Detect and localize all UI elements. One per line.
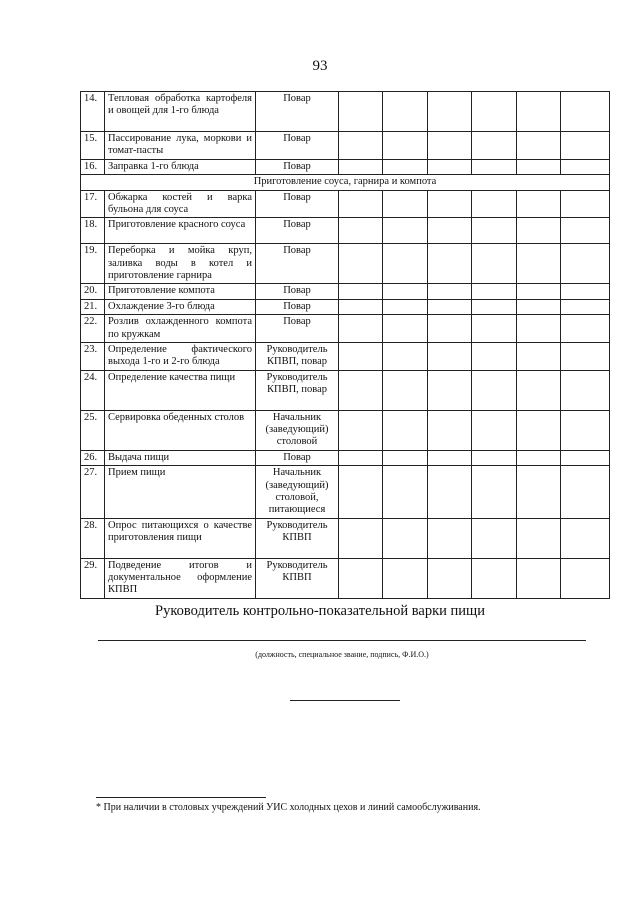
operation-cell: Определение фактического выхода 1-го и 2-го блюда	[105, 342, 256, 370]
operations-table	[80, 91, 610, 599]
empty-cell	[428, 466, 472, 519]
divider-line	[290, 700, 400, 701]
empty-cell	[428, 132, 472, 160]
empty-cell	[383, 284, 428, 299]
table-row	[81, 159, 610, 174]
empty-cell	[561, 132, 610, 160]
empty-cell	[561, 466, 610, 519]
empty-cell	[428, 159, 472, 174]
operation-cell: Прием пищи	[105, 466, 256, 519]
empty-cell	[561, 244, 610, 284]
row-number: 28.	[81, 518, 105, 558]
responsible-cell: Повар	[256, 284, 339, 299]
empty-cell	[428, 558, 472, 598]
empty-cell	[517, 342, 561, 370]
operation-cell: Обжарка костей и варка бульона для соуса	[105, 190, 256, 218]
responsible-cell: Повар	[256, 218, 339, 244]
responsible-cell: Повар	[256, 244, 339, 284]
operation-cell: Определение качества пищи	[105, 370, 256, 410]
responsible-cell: Руководитель КПВП	[256, 518, 339, 558]
empty-cell	[472, 315, 517, 343]
responsible-cell: Повар	[256, 159, 339, 174]
empty-cell	[383, 450, 428, 465]
empty-cell	[383, 159, 428, 174]
row-number: 16.	[81, 159, 105, 174]
responsible-cell: Руководитель КПВП	[256, 558, 339, 598]
empty-cell	[472, 518, 517, 558]
table-row	[81, 299, 610, 314]
empty-cell	[428, 315, 472, 343]
table-row	[81, 466, 610, 519]
responsible-cell: Начальник (заведующий) столовой	[256, 410, 339, 450]
empty-cell	[561, 342, 610, 370]
operation-cell: Подведение итогов и документальное оформление КПВП	[105, 558, 256, 598]
responsible-cell: Руководитель КПВП, повар	[256, 342, 339, 370]
empty-cell	[472, 132, 517, 160]
empty-cell	[383, 132, 428, 160]
empty-cell	[472, 466, 517, 519]
row-number: 21.	[81, 299, 105, 314]
empty-cell	[561, 190, 610, 218]
responsible-cell: Руководитель КПВП, повар	[256, 370, 339, 410]
empty-cell	[472, 218, 517, 244]
empty-cell	[472, 159, 517, 174]
table-row	[81, 92, 610, 132]
empty-cell	[383, 190, 428, 218]
empty-cell	[517, 159, 561, 174]
empty-cell	[472, 370, 517, 410]
row-number: 14.	[81, 92, 105, 132]
empty-cell	[561, 92, 610, 132]
operation-cell: Сервировка обеденных столов	[105, 410, 256, 450]
empty-cell	[561, 299, 610, 314]
empty-cell	[561, 518, 610, 558]
responsible-cell: Повар	[256, 299, 339, 314]
empty-cell	[383, 244, 428, 284]
empty-cell	[339, 342, 383, 370]
empty-cell	[517, 299, 561, 314]
empty-cell	[517, 466, 561, 519]
empty-cell	[561, 159, 610, 174]
empty-cell	[517, 518, 561, 558]
empty-cell	[472, 450, 517, 465]
empty-cell	[472, 92, 517, 132]
row-number: 27.	[81, 466, 105, 519]
table-row	[81, 244, 610, 284]
empty-cell	[383, 92, 428, 132]
operation-cell: Переборка и мойка круп, заливка воды в котел и приготовление гарнира	[105, 244, 256, 284]
empty-cell	[472, 410, 517, 450]
empty-cell	[339, 284, 383, 299]
page-number: 93	[312, 58, 328, 74]
operation-cell: Пассирование лука, моркови и томат-пасты	[105, 132, 256, 160]
empty-cell	[428, 450, 472, 465]
signature-caption: (должность, специальное звание, подпись, Ф.И.О.)	[255, 650, 429, 659]
empty-cell	[472, 299, 517, 314]
empty-cell	[517, 244, 561, 284]
empty-cell	[428, 92, 472, 132]
row-number: 25.	[81, 410, 105, 450]
empty-cell	[517, 132, 561, 160]
row-number: 19.	[81, 244, 105, 284]
empty-cell	[339, 299, 383, 314]
empty-cell	[339, 132, 383, 160]
section-row	[81, 175, 610, 190]
table-row	[81, 518, 610, 558]
empty-cell	[383, 315, 428, 343]
empty-cell	[383, 410, 428, 450]
empty-cell	[472, 342, 517, 370]
empty-cell	[383, 218, 428, 244]
empty-cell	[339, 370, 383, 410]
row-number: 17.	[81, 190, 105, 218]
table-row	[81, 218, 610, 244]
empty-cell	[339, 244, 383, 284]
row-number: 23.	[81, 342, 105, 370]
empty-cell	[339, 218, 383, 244]
row-number: 18.	[81, 218, 105, 244]
empty-cell	[561, 410, 610, 450]
empty-cell	[339, 315, 383, 343]
empty-cell	[517, 218, 561, 244]
table-row	[81, 342, 610, 370]
empty-cell	[561, 315, 610, 343]
empty-cell	[561, 450, 610, 465]
row-number: 20.	[81, 284, 105, 299]
empty-cell	[339, 558, 383, 598]
row-number: 22.	[81, 315, 105, 343]
empty-cell	[428, 370, 472, 410]
table-row	[81, 370, 610, 410]
responsible-cell: Повар	[256, 92, 339, 132]
table-row	[81, 450, 610, 465]
empty-cell	[339, 92, 383, 132]
operation-cell: Приготовление компота	[105, 284, 256, 299]
operation-cell: Приготовление красного соуса	[105, 218, 256, 244]
empty-cell	[428, 284, 472, 299]
row-number: 24.	[81, 370, 105, 410]
empty-cell	[517, 410, 561, 450]
empty-cell	[383, 299, 428, 314]
signature-line	[98, 640, 586, 641]
table-row	[81, 132, 610, 160]
empty-cell	[339, 190, 383, 218]
empty-cell	[517, 370, 561, 410]
empty-cell	[472, 558, 517, 598]
empty-cell	[428, 410, 472, 450]
empty-cell	[339, 518, 383, 558]
responsible-cell: Повар	[256, 190, 339, 218]
table-row	[81, 190, 610, 218]
row-number: 29.	[81, 558, 105, 598]
empty-cell	[517, 92, 561, 132]
responsible-cell: Начальник (заведующий) столовой, питающиеся	[256, 466, 339, 519]
operation-cell: Охлаждение 3-го блюда	[105, 299, 256, 314]
empty-cell	[561, 558, 610, 598]
empty-cell	[561, 218, 610, 244]
table-row	[81, 410, 610, 450]
empty-cell	[383, 342, 428, 370]
empty-cell	[561, 284, 610, 299]
section-title: Приготовление соуса, гарнира и компота	[81, 175, 610, 190]
signature-heading: Руководитель контрольно-показательной варки пищи	[155, 603, 485, 619]
empty-cell	[517, 190, 561, 218]
empty-cell	[517, 284, 561, 299]
operation-cell: Розлив охлажденного компота по кружкам	[105, 315, 256, 343]
empty-cell	[339, 410, 383, 450]
operation-cell: Выдача пищи	[105, 450, 256, 465]
empty-cell	[428, 190, 472, 218]
empty-cell	[472, 284, 517, 299]
table-row	[81, 315, 610, 343]
empty-cell	[383, 466, 428, 519]
empty-cell	[339, 450, 383, 465]
empty-cell	[339, 159, 383, 174]
empty-cell	[561, 370, 610, 410]
responsible-cell: Повар	[256, 132, 339, 160]
operation-cell: Заправка 1-го блюда	[105, 159, 256, 174]
empty-cell	[517, 558, 561, 598]
empty-cell	[383, 370, 428, 410]
table-row	[81, 284, 610, 299]
empty-cell	[428, 518, 472, 558]
empty-cell	[339, 466, 383, 519]
responsible-cell: Повар	[256, 450, 339, 465]
empty-cell	[472, 244, 517, 284]
empty-cell	[428, 342, 472, 370]
footnote-separator	[96, 797, 266, 798]
footnote: * При наличии в столовых учреждений УИС холодных цехов и линий самообслуживания.	[96, 802, 481, 813]
empty-cell	[472, 190, 517, 218]
empty-cell	[428, 299, 472, 314]
responsible-cell: Повар	[256, 315, 339, 343]
empty-cell	[517, 450, 561, 465]
row-number: 15.	[81, 132, 105, 160]
operation-cell: Опрос питающихся о качестве приготовления пищи	[105, 518, 256, 558]
table-row	[81, 558, 610, 598]
empty-cell	[517, 315, 561, 343]
row-number: 26.	[81, 450, 105, 465]
empty-cell	[428, 244, 472, 284]
empty-cell	[383, 518, 428, 558]
empty-cell	[383, 558, 428, 598]
operation-cell: Тепловая обработка картофеля и овощей для 1-го блюда	[105, 92, 256, 132]
empty-cell	[428, 218, 472, 244]
